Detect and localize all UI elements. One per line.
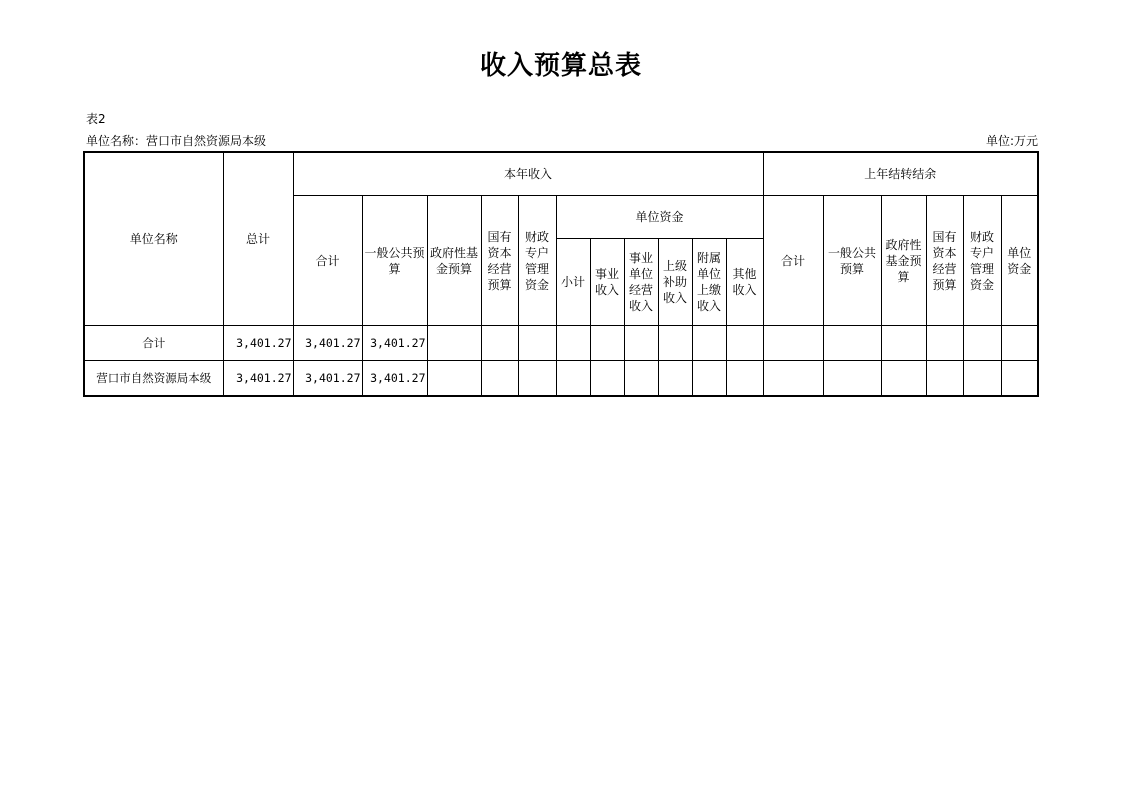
table-cell — [624, 326, 658, 361]
table-cell — [1001, 361, 1038, 397]
table-cell — [427, 361, 481, 397]
table-cell — [624, 361, 658, 397]
header-py-unit-funds: 单位资金 — [1001, 196, 1038, 326]
table-cell — [658, 361, 692, 397]
table-cell — [881, 326, 926, 361]
table-cell — [881, 361, 926, 397]
table-cell — [481, 326, 518, 361]
header-uf-business-income: 事业收入 — [590, 239, 624, 326]
header-row-1 — [84, 152, 1038, 196]
table-cell — [763, 361, 823, 397]
row-cy-subtotal: 3,401.27 — [293, 361, 362, 397]
table-cell — [556, 361, 590, 397]
header-uf-affiliated-income: 附属单位上缴收入 — [692, 239, 726, 326]
header-total: 总计 — [223, 152, 293, 326]
table-cell — [726, 326, 763, 361]
table-number: 表2 — [86, 112, 106, 126]
header-cy-gov-fund-budget: 政府性基金预算 — [427, 196, 481, 326]
header-py-fiscal-special-funds: 财政专户管理资金 — [963, 196, 1001, 326]
table-cell — [481, 361, 518, 397]
header-py-general-budget: 一般公共预算 — [823, 196, 881, 326]
header-uf-other-income: 其他收入 — [726, 239, 763, 326]
row-cy-subtotal: 3,401.27 — [293, 326, 362, 361]
row-cy-general-budget: 3,401.27 — [362, 361, 427, 397]
table-cell — [518, 326, 556, 361]
row-unit-name: 营口市自然资源局本级 — [84, 361, 223, 397]
table-cell — [658, 326, 692, 361]
table-cell — [963, 326, 1001, 361]
header-cy-state-capital-budget: 国有资本经营预算 — [481, 196, 518, 326]
table-cell — [556, 326, 590, 361]
header-cy-fiscal-special-funds: 财政专户管理资金 — [518, 196, 556, 326]
table-row — [84, 361, 1038, 397]
header-uf-subtotal: 小计 — [556, 239, 590, 326]
header-cy-subtotal: 合计 — [293, 196, 362, 326]
table-cell — [823, 361, 881, 397]
header-prev-year-carryover: 上年结转结余 — [763, 152, 1038, 196]
income-budget-table — [83, 151, 1039, 397]
table-cell — [963, 361, 1001, 397]
table-cell — [692, 326, 726, 361]
header-uf-operating-income: 事业单位经营收入 — [624, 239, 658, 326]
table-cell — [926, 361, 963, 397]
table-cell — [823, 326, 881, 361]
unit-name-label: 单位名称：营口市自然资源局本级 — [86, 134, 267, 148]
header-unit-name: 单位名称 — [84, 152, 223, 326]
header-cy-unit-funds: 单位资金 — [556, 196, 763, 239]
table-cell — [1001, 326, 1038, 361]
header-cy-general-budget: 一般公共预算 — [362, 196, 427, 326]
table-cell — [726, 361, 763, 397]
page-title: 收入预算总表 — [479, 51, 642, 81]
header-current-year-income: 本年收入 — [293, 152, 763, 196]
table-cell — [763, 326, 823, 361]
table-cell — [590, 326, 624, 361]
header-uf-subsidy-income: 上级补助收入 — [658, 239, 692, 326]
table-row — [84, 326, 1038, 361]
table-cell — [590, 361, 624, 397]
header-py-state-capital-budget: 国有资本经营预算 — [926, 196, 963, 326]
row-total: 3,401.27 — [223, 326, 293, 361]
header-py-subtotal: 合计 — [763, 196, 823, 326]
table-cell — [427, 326, 481, 361]
table-cell — [518, 361, 556, 397]
row-total: 3,401.27 — [223, 361, 293, 397]
table-cell — [926, 326, 963, 361]
row-unit-name: 合计 — [84, 326, 223, 361]
header-py-gov-fund-budget: 政府性基金预算 — [881, 196, 926, 326]
currency-unit-label: 单位:万元 — [985, 134, 1038, 148]
row-cy-general-budget: 3,401.27 — [362, 326, 427, 361]
table-cell — [692, 361, 726, 397]
